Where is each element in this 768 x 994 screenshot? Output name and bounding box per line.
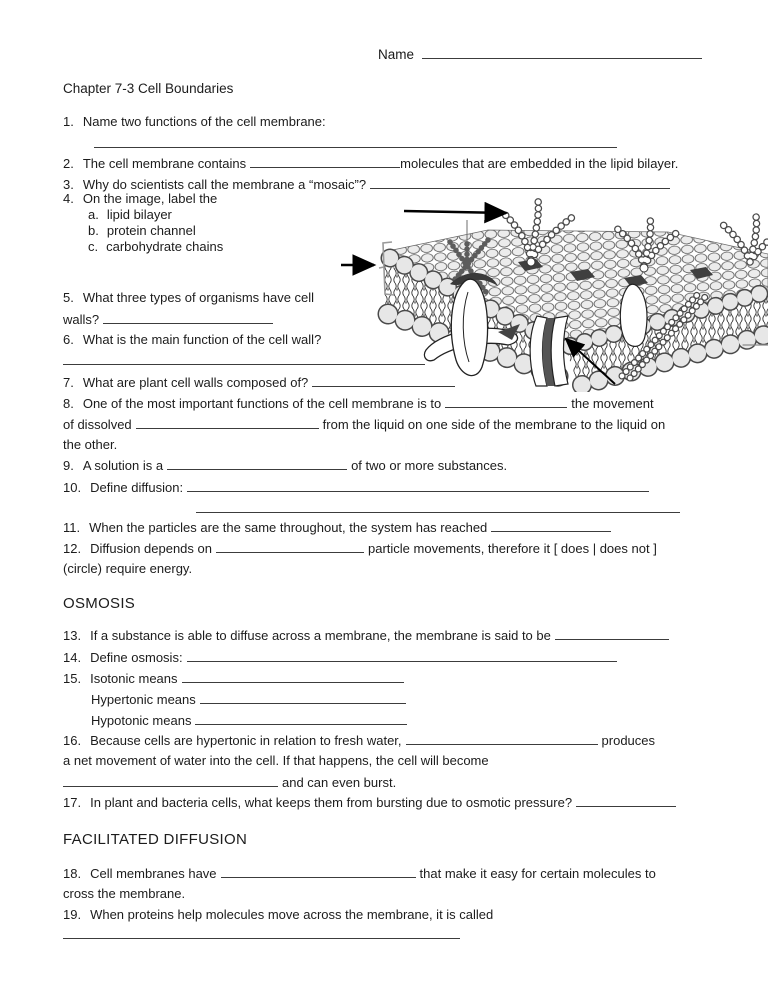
question-16-line3 bbox=[63, 774, 396, 791]
question-18-line2: cross the membrane. bbox=[63, 886, 186, 901]
question-5-text-2: walls? bbox=[63, 312, 100, 327]
protein-channel-right bbox=[620, 284, 647, 346]
question-5-line2 bbox=[63, 311, 277, 328]
question-16 bbox=[63, 732, 655, 749]
question-11-text: When the particles are the same throughout, the system has reached bbox=[89, 520, 488, 535]
q3-answer-blank bbox=[370, 176, 670, 189]
question-16-text-2: produces bbox=[601, 733, 656, 748]
question-18-text: Cell membranes have bbox=[90, 866, 217, 881]
q15-answer-blank-hypotonic bbox=[195, 712, 407, 725]
q18-answer-blank bbox=[221, 865, 416, 878]
question-16-number: 16. bbox=[63, 733, 82, 748]
q10-answer-line-2 bbox=[196, 512, 680, 513]
question-8-number: 8. bbox=[63, 396, 74, 411]
question-11 bbox=[63, 519, 615, 536]
q15-answer-blank-hypertonic bbox=[200, 691, 406, 704]
question-10-text: Define diffusion: bbox=[90, 480, 184, 495]
question-15-number: 15. bbox=[63, 671, 82, 686]
question-8-text-2: the movement bbox=[571, 396, 654, 411]
question-5-text: What three types of organisms have cell bbox=[82, 290, 315, 305]
question-15-hypotonic bbox=[91, 712, 411, 729]
question-11-number: 11. bbox=[63, 520, 81, 535]
protein-channel-center bbox=[530, 316, 568, 386]
question-10-number: 10. bbox=[63, 480, 82, 495]
question-4c-letter: c. bbox=[88, 239, 99, 254]
name-answer-line bbox=[422, 46, 702, 59]
q7-answer-blank bbox=[312, 374, 455, 387]
question-12-line2: (circle) require energy. bbox=[63, 561, 193, 576]
question-4a-letter: a. bbox=[88, 207, 99, 222]
q9-answer-blank bbox=[167, 457, 347, 470]
question-16-text: Because cells are hypertonic in relation to fresh water, bbox=[90, 733, 402, 748]
q17-answer-blank bbox=[576, 794, 676, 807]
question-13-text: If a substance is able to diffuse across a membrane, the membrane is said to be bbox=[90, 628, 551, 643]
q14-answer-blank bbox=[187, 649, 617, 662]
question-8-text-4: from the liquid on one side of the membrane to the liquid on bbox=[322, 417, 666, 432]
question-5 bbox=[63, 290, 314, 306]
question-4-text: On the image, label the bbox=[82, 191, 218, 206]
question-9-text: A solution is a bbox=[82, 458, 164, 473]
question-8-line2 bbox=[63, 416, 665, 433]
question-3-number: 3. bbox=[63, 177, 74, 192]
question-18 bbox=[63, 865, 656, 882]
cell-membrane-diagram bbox=[338, 192, 768, 392]
question-7-number: 7. bbox=[63, 375, 74, 390]
question-4a bbox=[88, 207, 172, 223]
question-19-number: 19. bbox=[63, 907, 82, 922]
q13-answer-blank bbox=[555, 627, 669, 640]
question-4 bbox=[63, 191, 217, 207]
q16-answer-blank-2 bbox=[63, 774, 278, 787]
q2-answer-blank bbox=[250, 155, 400, 168]
section-heading-osmosis: OSMOSIS bbox=[63, 595, 136, 612]
question-2 bbox=[63, 155, 678, 172]
question-1-text: Name two functions of the cell membrane: bbox=[82, 114, 326, 129]
question-17-text: In plant and bacteria cells, what keeps them from bursting due to osmotic pressure? bbox=[90, 795, 573, 810]
q16-answer-blank-1 bbox=[406, 732, 598, 745]
q6-answer-line bbox=[63, 364, 425, 365]
question-13 bbox=[63, 627, 673, 644]
question-15-text-2: Hypertonic means bbox=[91, 692, 196, 707]
question-8 bbox=[63, 395, 654, 412]
question-2-text: The cell membrane contains bbox=[82, 156, 247, 171]
q10-answer-blank bbox=[187, 479, 649, 492]
question-12-text: Diffusion depends on bbox=[90, 541, 212, 556]
question-4-number: 4. bbox=[63, 191, 74, 206]
question-15 bbox=[63, 670, 408, 687]
question-14-text: Define osmosis: bbox=[90, 650, 183, 665]
q8-answer-blank-2 bbox=[136, 416, 319, 429]
q8-answer-blank-1 bbox=[445, 395, 567, 408]
question-1-number: 1. bbox=[63, 114, 74, 129]
question-7-text: What are plant cell walls composed of? bbox=[82, 375, 309, 390]
question-9 bbox=[63, 457, 507, 474]
question-10 bbox=[63, 479, 653, 496]
q19-answer-line bbox=[63, 938, 460, 939]
question-1 bbox=[63, 114, 326, 130]
question-18-number: 18. bbox=[63, 866, 82, 881]
page-title: Chapter 7-3 Cell Boundaries bbox=[63, 81, 234, 96]
name-row bbox=[378, 46, 706, 62]
question-12-number: 12. bbox=[63, 541, 82, 556]
question-15-hypertonic bbox=[91, 691, 410, 708]
question-4b bbox=[88, 223, 196, 239]
question-15-text-3: Hypotonic means bbox=[91, 713, 192, 728]
question-18-text-2: that make it easy for certain molecules to bbox=[419, 866, 656, 881]
question-4b-letter: b. bbox=[88, 223, 99, 238]
question-4c bbox=[88, 239, 223, 255]
question-15-text: Isotonic means bbox=[90, 671, 178, 686]
q11-answer-blank bbox=[491, 519, 611, 532]
question-4c-label: carbohydrate chains bbox=[106, 239, 224, 254]
question-9-text-2: of two or more substances. bbox=[351, 458, 508, 473]
question-17 bbox=[63, 794, 680, 811]
q12-answer-blank bbox=[216, 540, 364, 553]
question-19-text: When proteins help molecules move across the membrane, it is called bbox=[90, 907, 494, 922]
question-12 bbox=[63, 540, 657, 557]
question-6-text: What is the main function of the cell wall? bbox=[82, 332, 322, 347]
question-12-text-2: particle movements, therefore it [ does | does not ] bbox=[368, 541, 657, 556]
question-14 bbox=[63, 649, 621, 666]
question-19 bbox=[63, 907, 493, 923]
question-13-number: 13. bbox=[63, 628, 82, 643]
question-3-text: Why do scientists call the membrane a “mosaic”? bbox=[82, 177, 367, 192]
question-14-number: 14. bbox=[63, 650, 82, 665]
q5-answer-blank bbox=[103, 311, 273, 324]
question-4a-label: lipid bilayer bbox=[106, 207, 172, 222]
question-7 bbox=[63, 374, 459, 391]
question-6-number: 6. bbox=[63, 332, 74, 347]
question-5-number: 5. bbox=[63, 290, 74, 305]
question-2-text-after: molecules that are embedded in the lipid bilayer. bbox=[400, 156, 679, 171]
question-17-number: 17. bbox=[63, 795, 82, 810]
question-4b-label: protein channel bbox=[106, 223, 196, 238]
section-heading-facilitated-diffusion: FACILITATED DIFFUSION bbox=[63, 831, 248, 848]
q15-answer-blank-isotonic bbox=[182, 670, 404, 683]
label-arrow-carbohydrate-chains bbox=[404, 211, 506, 213]
question-2-number: 2. bbox=[63, 156, 74, 171]
question-9-number: 9. bbox=[63, 458, 74, 473]
name-label: Name bbox=[378, 47, 415, 62]
question-6 bbox=[63, 332, 321, 348]
question-8-text-3: of dissolved bbox=[63, 417, 132, 432]
question-16-text-3: and can even burst. bbox=[282, 775, 397, 790]
question-8-line3: the other. bbox=[63, 437, 118, 452]
q1-answer-line bbox=[94, 147, 617, 148]
question-16-line2: a net movement of water into the cell. If that happens, the cell will become bbox=[63, 753, 489, 768]
question-8-text: One of the most important functions of the cell membrane is to bbox=[82, 396, 442, 411]
